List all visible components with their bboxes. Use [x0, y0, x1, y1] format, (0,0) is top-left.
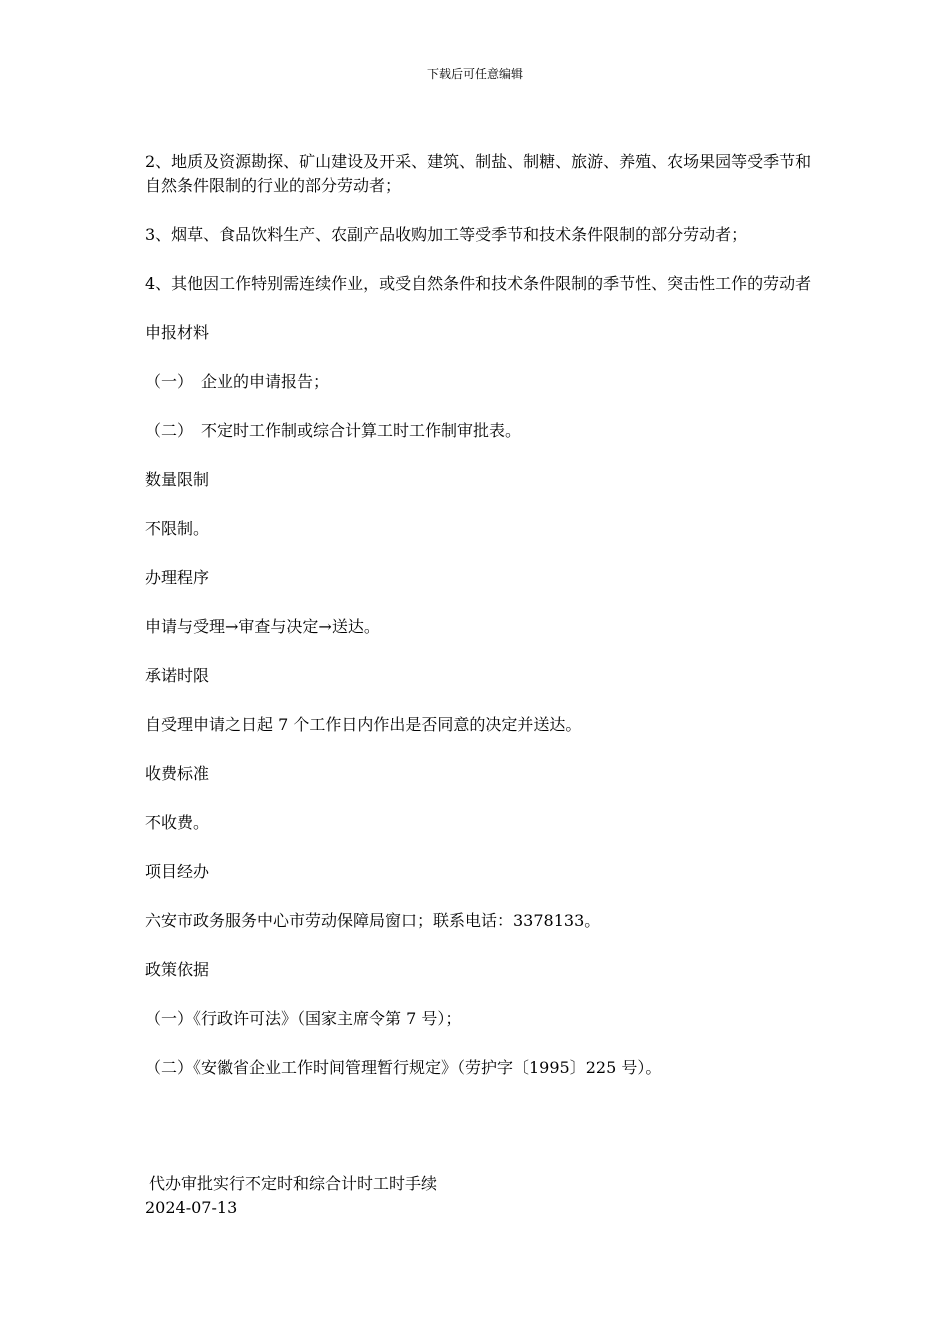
paragraph: （一） 企业的申请报告；	[145, 372, 330, 391]
paragraph: （一）《行政许可法》（国家主席令第 7 号）；	[145, 1009, 462, 1028]
section-heading: 办理程序	[145, 568, 210, 587]
page-header: 下载后可任意编辑	[426, 67, 523, 81]
section-heading: 申报材料	[145, 323, 210, 342]
paragraph: 不限制。	[145, 519, 210, 538]
paragraph: 2、地质及资源勘探、矿山建设及开采、建筑、制盐、制糖、旅游、养殖、农场果园等受季节和自然条件限制的行业的部分劳动者；	[145, 152, 812, 195]
section-heading: 承诺时限	[145, 666, 210, 685]
paragraph: 3、烟草、食品饮料生产、农副产品收购加工等受季节和技术条件限制的部分劳动者；	[145, 225, 748, 244]
footer-title: 代办审批实行不定时和综合计时工时手续	[149, 1174, 438, 1193]
section-heading: 数量限制	[145, 470, 210, 489]
section-heading: 政策依据	[145, 960, 210, 979]
document-body	[145, 150, 813, 1105]
paragraph: （二）《安徽省企业工作时间管理暂行规定》（劳护字〔1995〕225 号）。	[145, 1058, 662, 1077]
paragraph: 不收费。	[145, 813, 210, 832]
paragraph: 4、其他因工作特别需连续作业，或受自然条件和技术条件限制的季节性、突击性工作的劳动者	[145, 274, 812, 293]
section-heading: 收费标准	[145, 764, 210, 783]
document-footer	[145, 1172, 813, 1220]
paragraph: （二） 不定时工作制或综合计算工时工作制审批表。	[145, 421, 522, 440]
paragraph: 六安市政务服务中心市劳动保障局窗口；联系电话：3378133。	[145, 911, 601, 930]
footer-date: 2024-07-13	[145, 1198, 238, 1217]
section-heading: 项目经办	[145, 862, 210, 881]
paragraph: 自受理申请之日起 7 个工作日内作出是否同意的决定并送达。	[145, 715, 582, 734]
paragraph: 申请与受理→审查与决定→送达。	[145, 617, 380, 636]
